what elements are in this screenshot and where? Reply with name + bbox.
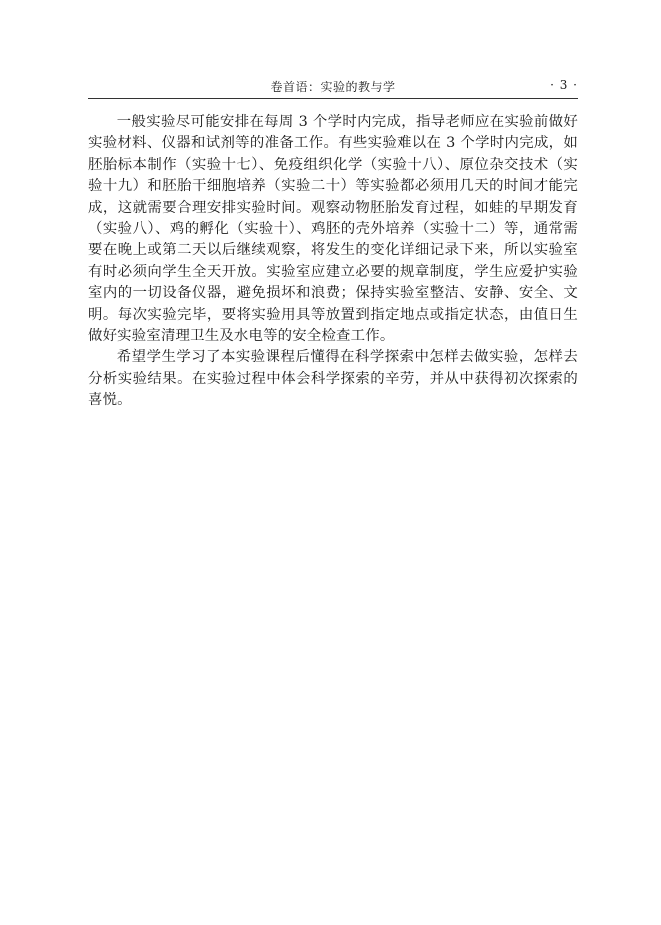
header-divider [88, 98, 578, 99]
paragraph-lab-scheduling: 一般实验尽可能安排在每周 3 个学时内完成，指导老师应在实验前做好实验材料、仪器和试剂等的准备工作。有些实验难以在 3 个学时内完成，如胚胎标本制作（实验十七）、免疫组织化学（实验十八）、原位杂交技术（实验十九）和胚胎干细胞培养（实验二十）等实验都必须用几天的时间才能完成，这就需要合理安排实验时间。观察动物胚胎发育过程，如蛙的早期发育（实验八）、鸡的孵化（实验十）、鸡胚的壳外培养（实验十二）等，通常需要在晚上或第二天以后继续观察，将发生的变化详细记录下来，所以实验室有时必须向学生全天开放。实验室应建立必要的规章制度，学生应爱护实验室内的一切设备仪器，避免损坏和浪费；保持实验室整洁、安静、安全、文明。每次实验完毕，要将实验用具等放置到指定地点或指定状态，由值日生做好实验室清理卫生及水电等的安全检查工作。 [88, 114, 578, 345]
page-header [88, 76, 578, 98]
paragraph-closing-wish: 希望学生学习了本实验课程后懂得在科学探索中怎样去做实验，怎样去分析实验结果。在实验过程中体会科学探索的辛劳，并从中获得初次探索的喜悦。 [88, 349, 578, 409]
running-header-title: 卷首语：实验的教与学 [270, 80, 396, 94]
body-text [88, 112, 578, 412]
page-number: · 3 · [550, 78, 578, 92]
